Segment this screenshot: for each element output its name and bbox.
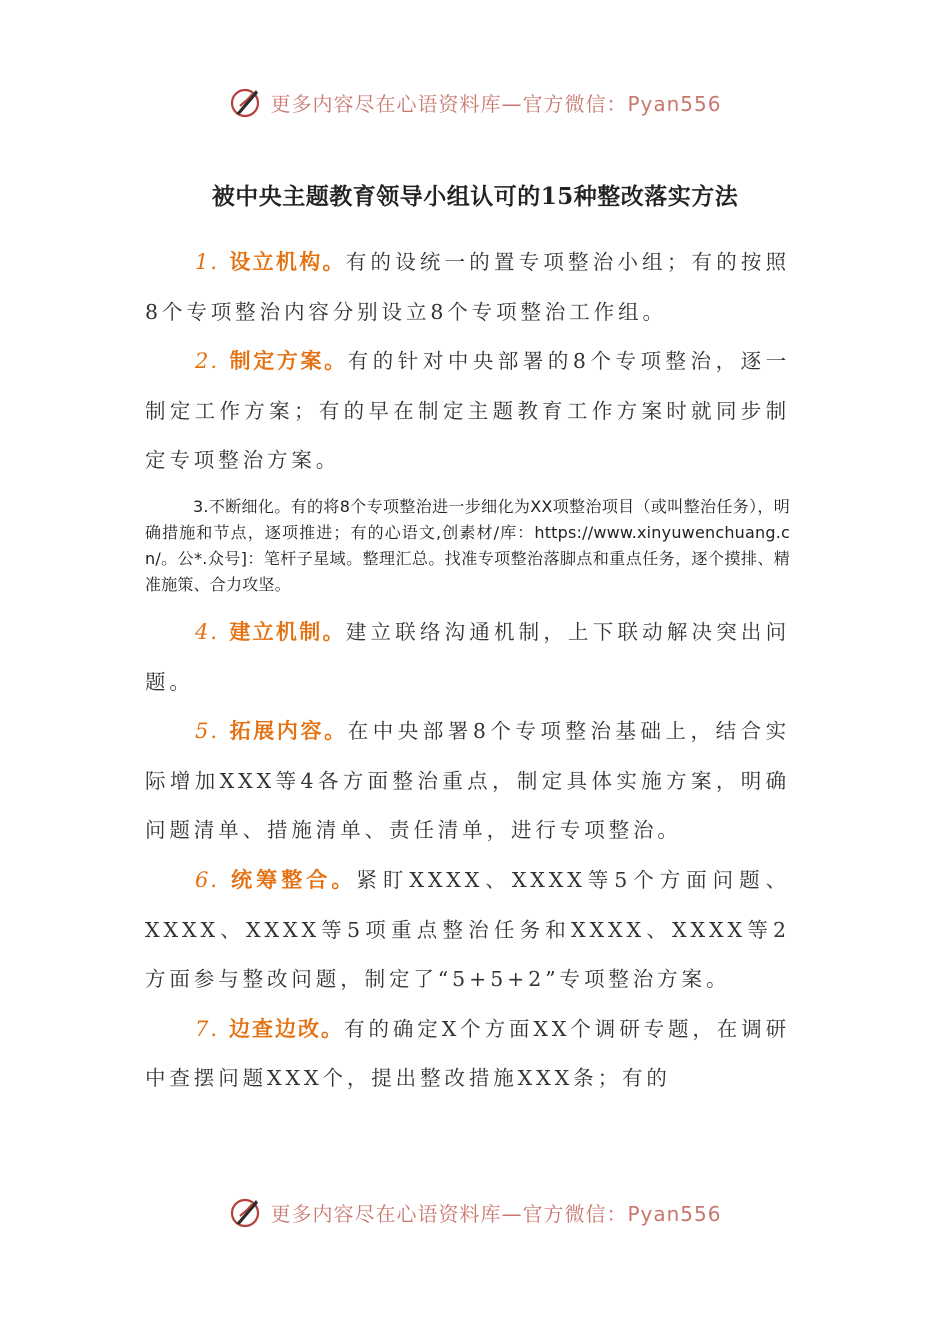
header-banner bbox=[0, 80, 950, 124]
item-body: 有的确定X个方面XX个调研专题，在调研中查摆问题XXX个，提出整改措施XXX条；有的 bbox=[145, 1016, 791, 1091]
list-item bbox=[145, 856, 790, 1005]
item-body: 有的针对中央部署的8个专项整治，逐一制定工作方案；有的早在制定主题教育工作方案时就同步制定专项整治方案。 bbox=[145, 349, 791, 473]
item-body: 有的设统一的置专项整治小组；有的按照8个专项整治内容分别设立8个专项整治工作组。 bbox=[145, 250, 791, 324]
banner-text: 更多内容尽在心语资料库—官方微信：Pyan556 bbox=[270, 91, 722, 116]
item-heading: 边查边改。 bbox=[229, 1016, 345, 1041]
item-number: 6. bbox=[195, 867, 220, 892]
quill-pen-icon bbox=[228, 1194, 264, 1230]
item-number: 1. bbox=[195, 250, 220, 274]
list-item bbox=[145, 608, 790, 707]
item-heading: 拓展内容。 bbox=[229, 719, 348, 744]
footer-banner bbox=[0, 1190, 950, 1234]
item-number: 7. bbox=[195, 1016, 220, 1041]
item-number: 2. bbox=[195, 349, 220, 374]
item-number: 4. bbox=[195, 619, 220, 644]
list-item bbox=[145, 707, 790, 856]
item-heading: 建立机制。 bbox=[229, 619, 346, 644]
list-item bbox=[145, 1005, 790, 1104]
list-item bbox=[145, 337, 790, 486]
item-body: 紧盯XXXX、XXXX等5个方面问题、XXXX、XXXX等5项重点整治任务和XXXX、XXXX等2方面参与整改问题，制定了“5+5+2”专项整治方案。 bbox=[145, 867, 791, 992]
item-body: 建立联络沟通机制，上下联动解决突出问题。 bbox=[145, 619, 791, 694]
list-item-small: 3.不断细化。有的将8个专项整治进一步细化为XX项整治项目（或叫整治任务），明确措施和节点，逐项推进；有的心语文,创素材/库：https://www.xinyuwenchuang.cn/。公*.众号]：笔杆子星域。整理汇总。找准专项整治落脚点和重点任务，逐个摸排、精准施策、合力攻坚。 bbox=[145, 496, 790, 594]
page-title: 被中央主题教育领导小组认可的15种整改落实方法 bbox=[211, 183, 739, 210]
item-body: 在中央部署8个专项整治基础上，结合实际增加XXX等4各方面整治重点，制定具体实施方案，明确问题清单、措施清单、责任清单，进行专项整治。 bbox=[145, 719, 791, 843]
document-body bbox=[145, 238, 790, 1104]
quill-pen-icon bbox=[228, 84, 264, 120]
item-number: 5. bbox=[195, 719, 220, 744]
item-heading: 统筹整合。 bbox=[229, 867, 357, 892]
item-heading: 制定方案。 bbox=[229, 349, 348, 374]
list-item bbox=[145, 238, 790, 337]
item-heading: 设立机构。 bbox=[229, 250, 346, 274]
banner-text: 更多内容尽在心语资料库—官方微信：Pyan556 bbox=[270, 1201, 722, 1226]
